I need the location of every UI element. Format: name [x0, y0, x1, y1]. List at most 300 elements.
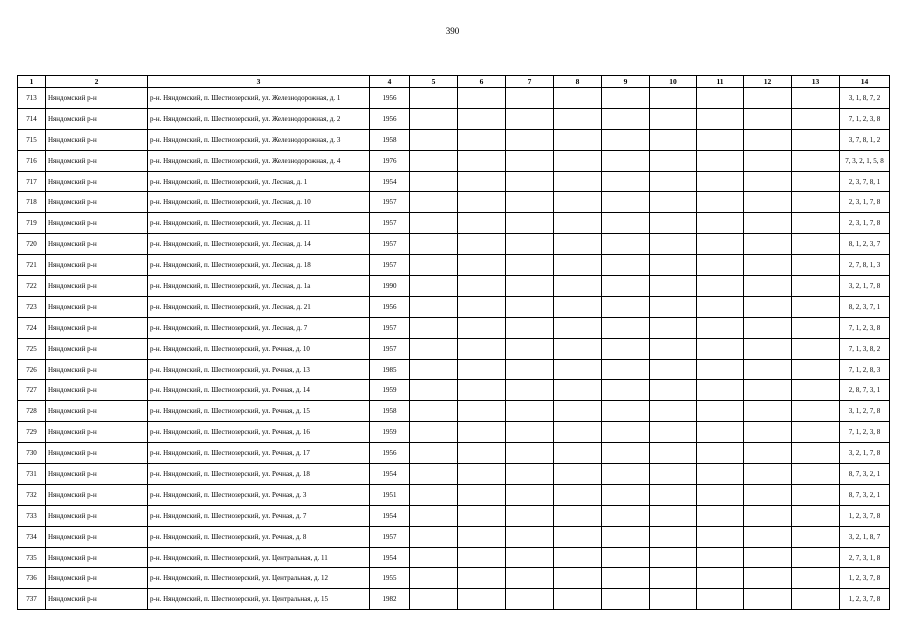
codes-cell: 7, 1, 2, 8, 3 [840, 359, 890, 380]
empty-cell-col-5 [410, 401, 458, 422]
codes-cell: 3, 2, 1, 7, 8 [840, 276, 890, 297]
address-cell: р-н. Няндомский, п. Шестиозерский, ул. Лесная, д. 7 [148, 317, 370, 338]
empty-cell-col-9 [602, 150, 650, 171]
table-row [18, 547, 890, 568]
empty-cell-col-12 [744, 317, 792, 338]
address-cell: р-н. Няндомский, п. Шестиозерский, ул. Центральная, д. 15 [148, 589, 370, 610]
empty-cell-col-5 [410, 484, 458, 505]
year-cell: 1958 [370, 401, 410, 422]
empty-cell-col-9 [602, 108, 650, 129]
empty-cell-col-5 [410, 150, 458, 171]
empty-cell-col-10 [650, 234, 697, 255]
empty-cell-col-6 [458, 192, 506, 213]
table-row [18, 171, 890, 192]
codes-cell: 2, 7, 3, 1, 8 [840, 547, 890, 568]
column-header-2: 2 [46, 76, 148, 88]
address-cell: р-н. Няндомский, п. Шестиозерский, ул. Железнодорожная, д. 4 [148, 150, 370, 171]
empty-cell-col-10 [650, 380, 697, 401]
column-header-3: 3 [148, 76, 370, 88]
empty-cell-col-7 [506, 338, 554, 359]
year-cell: 1957 [370, 234, 410, 255]
empty-cell-col-6 [458, 484, 506, 505]
empty-cell-col-7 [506, 234, 554, 255]
empty-cell-col-5 [410, 422, 458, 443]
empty-cell-col-12 [744, 547, 792, 568]
table-row [18, 129, 890, 150]
empty-cell-col-6 [458, 317, 506, 338]
codes-cell: 3, 1, 8, 7, 2 [840, 88, 890, 109]
empty-cell-col-8 [554, 359, 602, 380]
codes-cell: 2, 3, 1, 7, 8 [840, 213, 890, 234]
year-cell: 1957 [370, 338, 410, 359]
column-header-10: 10 [650, 76, 697, 88]
codes-cell: 7, 1, 3, 8, 2 [840, 338, 890, 359]
empty-cell-col-10 [650, 338, 697, 359]
address-cell: р-н. Няндомский, п. Шестиозерский, ул. Лесная, д. 21 [148, 296, 370, 317]
empty-cell-col-5 [410, 568, 458, 589]
empty-cell-col-6 [458, 150, 506, 171]
codes-cell: 3, 2, 1, 7, 8 [840, 443, 890, 464]
empty-cell-col-8 [554, 526, 602, 547]
table-row [18, 589, 890, 610]
empty-cell-col-5 [410, 338, 458, 359]
address-cell: р-н. Няндомский, п. Шестиозерский, ул. Лесная, д. 1а [148, 276, 370, 297]
address-cell: р-н. Няндомский, п. Шестиозерский, ул. Речная, д. 17 [148, 443, 370, 464]
empty-cell-col-11 [697, 276, 744, 297]
empty-cell-col-6 [458, 129, 506, 150]
year-cell: 1957 [370, 526, 410, 547]
address-cell: р-н. Няндомский, п. Шестиозерский, ул. Речная, д. 10 [148, 338, 370, 359]
empty-cell-col-9 [602, 192, 650, 213]
empty-cell-col-8 [554, 192, 602, 213]
empty-cell-col-12 [744, 568, 792, 589]
empty-cell-col-10 [650, 276, 697, 297]
table-row [18, 276, 890, 297]
table-row [18, 443, 890, 464]
address-cell: р-н. Няндомский, п. Шестиозерский, ул. Речная, д. 7 [148, 505, 370, 526]
empty-cell-col-8 [554, 296, 602, 317]
empty-cell-col-6 [458, 234, 506, 255]
year-cell: 1959 [370, 380, 410, 401]
row-number-cell: 723 [18, 296, 46, 317]
empty-cell-col-13 [792, 129, 840, 150]
empty-cell-col-5 [410, 589, 458, 610]
empty-cell-col-8 [554, 464, 602, 485]
empty-cell-col-9 [602, 443, 650, 464]
empty-cell-col-12 [744, 255, 792, 276]
row-number-cell: 716 [18, 150, 46, 171]
column-header-9: 9 [602, 76, 650, 88]
empty-cell-col-11 [697, 213, 744, 234]
empty-cell-col-7 [506, 568, 554, 589]
empty-cell-col-8 [554, 380, 602, 401]
district-cell: Няндомский р-н [46, 380, 148, 401]
year-cell: 1956 [370, 296, 410, 317]
empty-cell-col-10 [650, 192, 697, 213]
row-number-cell: 735 [18, 547, 46, 568]
empty-cell-col-13 [792, 317, 840, 338]
empty-cell-col-8 [554, 108, 602, 129]
empty-cell-col-8 [554, 317, 602, 338]
district-cell: Няндомский р-н [46, 296, 148, 317]
empty-cell-col-10 [650, 213, 697, 234]
column-header-6: 6 [458, 76, 506, 88]
district-cell: Няндомский р-н [46, 568, 148, 589]
row-number-cell: 728 [18, 401, 46, 422]
empty-cell-col-7 [506, 213, 554, 234]
row-number-cell: 727 [18, 380, 46, 401]
year-cell: 1954 [370, 505, 410, 526]
district-cell: Няндомский р-н [46, 317, 148, 338]
empty-cell-col-5 [410, 192, 458, 213]
address-cell: р-н. Няндомский, п. Шестиозерский, ул. Лесная, д. 18 [148, 255, 370, 276]
row-number-cell: 733 [18, 505, 46, 526]
empty-cell-col-7 [506, 171, 554, 192]
empty-cell-col-12 [744, 192, 792, 213]
year-cell: 1982 [370, 589, 410, 610]
empty-cell-col-10 [650, 568, 697, 589]
empty-cell-col-9 [602, 213, 650, 234]
column-header-11: 11 [697, 76, 744, 88]
codes-cell: 8, 7, 3, 2, 1 [840, 484, 890, 505]
empty-cell-col-6 [458, 359, 506, 380]
empty-cell-col-9 [602, 464, 650, 485]
table-row [18, 317, 890, 338]
district-cell: Няндомский р-н [46, 526, 148, 547]
district-cell: Няндомский р-н [46, 234, 148, 255]
empty-cell-col-10 [650, 547, 697, 568]
empty-cell-col-13 [792, 380, 840, 401]
empty-cell-col-10 [650, 359, 697, 380]
empty-cell-col-13 [792, 338, 840, 359]
empty-cell-col-6 [458, 171, 506, 192]
empty-cell-col-12 [744, 296, 792, 317]
empty-cell-col-6 [458, 568, 506, 589]
codes-cell: 2, 3, 1, 7, 8 [840, 192, 890, 213]
empty-cell-col-12 [744, 484, 792, 505]
empty-cell-col-13 [792, 422, 840, 443]
empty-cell-col-13 [792, 150, 840, 171]
empty-cell-col-8 [554, 505, 602, 526]
empty-cell-col-12 [744, 338, 792, 359]
empty-cell-col-6 [458, 422, 506, 443]
empty-cell-col-9 [602, 338, 650, 359]
table-row [18, 213, 890, 234]
empty-cell-col-6 [458, 108, 506, 129]
empty-cell-col-8 [554, 568, 602, 589]
empty-cell-col-11 [697, 171, 744, 192]
table-row [18, 234, 890, 255]
empty-cell-col-7 [506, 317, 554, 338]
empty-cell-col-8 [554, 171, 602, 192]
year-cell: 1956 [370, 443, 410, 464]
empty-cell-col-7 [506, 150, 554, 171]
empty-cell-col-13 [792, 401, 840, 422]
empty-cell-col-12 [744, 150, 792, 171]
empty-cell-col-11 [697, 484, 744, 505]
empty-cell-col-9 [602, 568, 650, 589]
empty-cell-col-8 [554, 276, 602, 297]
row-number-cell: 719 [18, 213, 46, 234]
empty-cell-col-6 [458, 380, 506, 401]
empty-cell-col-6 [458, 88, 506, 109]
empty-cell-col-11 [697, 547, 744, 568]
codes-cell: 3, 1, 2, 7, 8 [840, 401, 890, 422]
table-row [18, 464, 890, 485]
empty-cell-col-5 [410, 171, 458, 192]
empty-cell-col-11 [697, 234, 744, 255]
district-cell: Няндомский р-н [46, 547, 148, 568]
empty-cell-col-13 [792, 484, 840, 505]
empty-cell-col-8 [554, 88, 602, 109]
empty-cell-col-10 [650, 526, 697, 547]
codes-cell: 1, 2, 3, 7, 8 [840, 589, 890, 610]
table-row [18, 422, 890, 443]
codes-cell: 7, 1, 2, 3, 8 [840, 422, 890, 443]
row-number-cell: 720 [18, 234, 46, 255]
empty-cell-col-13 [792, 213, 840, 234]
empty-cell-col-12 [744, 234, 792, 255]
codes-cell: 7, 3, 2, 1, 5, 8 [840, 150, 890, 171]
table-row [18, 150, 890, 171]
district-cell: Няндомский р-н [46, 359, 148, 380]
empty-cell-col-13 [792, 443, 840, 464]
empty-cell-col-10 [650, 317, 697, 338]
empty-cell-col-5 [410, 359, 458, 380]
empty-cell-col-7 [506, 422, 554, 443]
table-row [18, 192, 890, 213]
empty-cell-col-7 [506, 88, 554, 109]
empty-cell-col-11 [697, 255, 744, 276]
empty-cell-col-13 [792, 88, 840, 109]
empty-cell-col-13 [792, 526, 840, 547]
empty-cell-col-7 [506, 484, 554, 505]
empty-cell-col-12 [744, 359, 792, 380]
empty-cell-col-12 [744, 129, 792, 150]
empty-cell-col-12 [744, 422, 792, 443]
empty-cell-col-5 [410, 380, 458, 401]
codes-cell: 1, 2, 3, 7, 8 [840, 505, 890, 526]
column-header-8: 8 [554, 76, 602, 88]
district-cell: Няндомский р-н [46, 255, 148, 276]
address-cell: р-н. Няндомский, п. Шестиозерский, ул. Лесная, д. 10 [148, 192, 370, 213]
empty-cell-col-7 [506, 443, 554, 464]
empty-cell-col-6 [458, 464, 506, 485]
table-row [18, 255, 890, 276]
year-cell: 1957 [370, 213, 410, 234]
empty-cell-col-6 [458, 213, 506, 234]
empty-cell-col-7 [506, 547, 554, 568]
table-row [18, 296, 890, 317]
district-cell: Няндомский р-н [46, 401, 148, 422]
empty-cell-col-10 [650, 464, 697, 485]
codes-cell: 7, 1, 2, 3, 8 [840, 317, 890, 338]
empty-cell-col-10 [650, 129, 697, 150]
empty-cell-col-11 [697, 108, 744, 129]
empty-cell-col-6 [458, 338, 506, 359]
empty-cell-col-13 [792, 108, 840, 129]
empty-cell-col-5 [410, 88, 458, 109]
district-cell: Няндомский р-н [46, 88, 148, 109]
empty-cell-col-13 [792, 296, 840, 317]
empty-cell-col-12 [744, 380, 792, 401]
empty-cell-col-11 [697, 317, 744, 338]
address-cell: р-н. Няндомский, п. Шестиозерский, ул. Речная, д. 14 [148, 380, 370, 401]
empty-cell-col-7 [506, 380, 554, 401]
year-cell: 1959 [370, 422, 410, 443]
codes-cell: 3, 7, 8, 1, 2 [840, 129, 890, 150]
empty-cell-col-5 [410, 505, 458, 526]
empty-cell-col-11 [697, 88, 744, 109]
empty-cell-col-8 [554, 129, 602, 150]
empty-cell-col-11 [697, 380, 744, 401]
empty-cell-col-9 [602, 317, 650, 338]
empty-cell-col-12 [744, 589, 792, 610]
table-row [18, 88, 890, 109]
address-cell: р-н. Няндомский, п. Шестиозерский, ул. Лесная, д. 11 [148, 213, 370, 234]
table-row [18, 380, 890, 401]
address-cell: р-н. Няндомский, п. Шестиозерский, ул. Речная, д. 8 [148, 526, 370, 547]
year-cell: 1956 [370, 108, 410, 129]
empty-cell-col-7 [506, 108, 554, 129]
empty-cell-col-10 [650, 296, 697, 317]
address-cell: р-н. Няндомский, п. Шестиозерский, ул. Железнодорожная, д. 3 [148, 129, 370, 150]
empty-cell-col-6 [458, 526, 506, 547]
empty-cell-col-13 [792, 171, 840, 192]
address-cell: р-н. Няндомский, п. Шестиозерский, ул. Центральная, д. 11 [148, 547, 370, 568]
column-header-5: 5 [410, 76, 458, 88]
district-cell: Няндомский р-н [46, 464, 148, 485]
empty-cell-col-5 [410, 213, 458, 234]
empty-cell-col-7 [506, 505, 554, 526]
row-number-cell: 718 [18, 192, 46, 213]
empty-cell-col-9 [602, 380, 650, 401]
empty-cell-col-11 [697, 129, 744, 150]
table-row [18, 401, 890, 422]
empty-cell-col-9 [602, 484, 650, 505]
empty-cell-col-12 [744, 171, 792, 192]
district-cell: Няндомский р-н [46, 150, 148, 171]
empty-cell-col-10 [650, 422, 697, 443]
year-cell: 1957 [370, 317, 410, 338]
district-cell: Няндомский р-н [46, 129, 148, 150]
empty-cell-col-13 [792, 276, 840, 297]
empty-cell-col-5 [410, 317, 458, 338]
empty-cell-col-11 [697, 526, 744, 547]
address-cell: р-н. Няндомский, п. Шестиозерский, ул. Центральная, д. 12 [148, 568, 370, 589]
district-cell: Няндомский р-н [46, 192, 148, 213]
district-cell: Няндомский р-н [46, 484, 148, 505]
district-cell: Няндомский р-н [46, 276, 148, 297]
empty-cell-col-7 [506, 589, 554, 610]
year-cell: 1957 [370, 192, 410, 213]
empty-cell-col-12 [744, 505, 792, 526]
empty-cell-col-11 [697, 422, 744, 443]
empty-cell-col-5 [410, 296, 458, 317]
empty-cell-col-5 [410, 464, 458, 485]
empty-cell-col-9 [602, 171, 650, 192]
empty-cell-col-10 [650, 401, 697, 422]
empty-cell-col-6 [458, 255, 506, 276]
address-cell: р-н. Няндомский, п. Шестиозерский, ул. Речная, д. 3 [148, 484, 370, 505]
empty-cell-col-13 [792, 255, 840, 276]
table-row [18, 505, 890, 526]
empty-cell-col-10 [650, 589, 697, 610]
codes-cell: 8, 1, 2, 3, 7 [840, 234, 890, 255]
empty-cell-col-9 [602, 296, 650, 317]
year-cell: 1954 [370, 464, 410, 485]
address-cell: р-н. Няндомский, п. Шестиозерский, ул. Речная, д. 13 [148, 359, 370, 380]
table-row [18, 568, 890, 589]
empty-cell-col-8 [554, 150, 602, 171]
row-number-cell: 736 [18, 568, 46, 589]
empty-cell-col-5 [410, 526, 458, 547]
empty-cell-col-13 [792, 464, 840, 485]
empty-cell-col-5 [410, 443, 458, 464]
empty-cell-col-5 [410, 276, 458, 297]
codes-cell: 8, 2, 3, 7, 1 [840, 296, 890, 317]
year-cell: 1954 [370, 171, 410, 192]
address-cell: р-н. Няндомский, п. Шестиозерский, ул. Речная, д. 18 [148, 464, 370, 485]
table-header-row [18, 76, 890, 88]
empty-cell-col-8 [554, 443, 602, 464]
empty-cell-col-9 [602, 234, 650, 255]
row-number-cell: 726 [18, 359, 46, 380]
empty-cell-col-10 [650, 150, 697, 171]
empty-cell-col-11 [697, 401, 744, 422]
empty-cell-col-12 [744, 401, 792, 422]
codes-cell: 3, 2, 1, 8, 7 [840, 526, 890, 547]
empty-cell-col-7 [506, 296, 554, 317]
row-number-cell: 737 [18, 589, 46, 610]
empty-cell-col-11 [697, 464, 744, 485]
table-row [18, 108, 890, 129]
empty-cell-col-12 [744, 526, 792, 547]
table-row [18, 526, 890, 547]
row-number-cell: 732 [18, 484, 46, 505]
empty-cell-col-7 [506, 276, 554, 297]
row-number-cell: 730 [18, 443, 46, 464]
empty-cell-col-8 [554, 255, 602, 276]
table-row [18, 359, 890, 380]
codes-cell: 8, 7, 3, 2, 1 [840, 464, 890, 485]
district-cell: Няндомский р-н [46, 108, 148, 129]
empty-cell-col-11 [697, 359, 744, 380]
district-cell: Няндомский р-н [46, 171, 148, 192]
empty-cell-col-11 [697, 568, 744, 589]
empty-cell-col-8 [554, 589, 602, 610]
empty-cell-col-6 [458, 547, 506, 568]
empty-cell-col-13 [792, 234, 840, 255]
empty-cell-col-6 [458, 276, 506, 297]
empty-cell-col-6 [458, 505, 506, 526]
codes-cell: 2, 8, 7, 3, 1 [840, 380, 890, 401]
empty-cell-col-9 [602, 422, 650, 443]
empty-cell-col-10 [650, 443, 697, 464]
empty-cell-col-10 [650, 108, 697, 129]
table-body [18, 88, 890, 610]
empty-cell-col-11 [697, 443, 744, 464]
empty-cell-col-10 [650, 171, 697, 192]
empty-cell-col-9 [602, 276, 650, 297]
empty-cell-col-7 [506, 192, 554, 213]
row-number-cell: 724 [18, 317, 46, 338]
empty-cell-col-12 [744, 88, 792, 109]
row-number-cell: 717 [18, 171, 46, 192]
column-header-13: 13 [792, 76, 840, 88]
empty-cell-col-9 [602, 547, 650, 568]
table-row [18, 484, 890, 505]
